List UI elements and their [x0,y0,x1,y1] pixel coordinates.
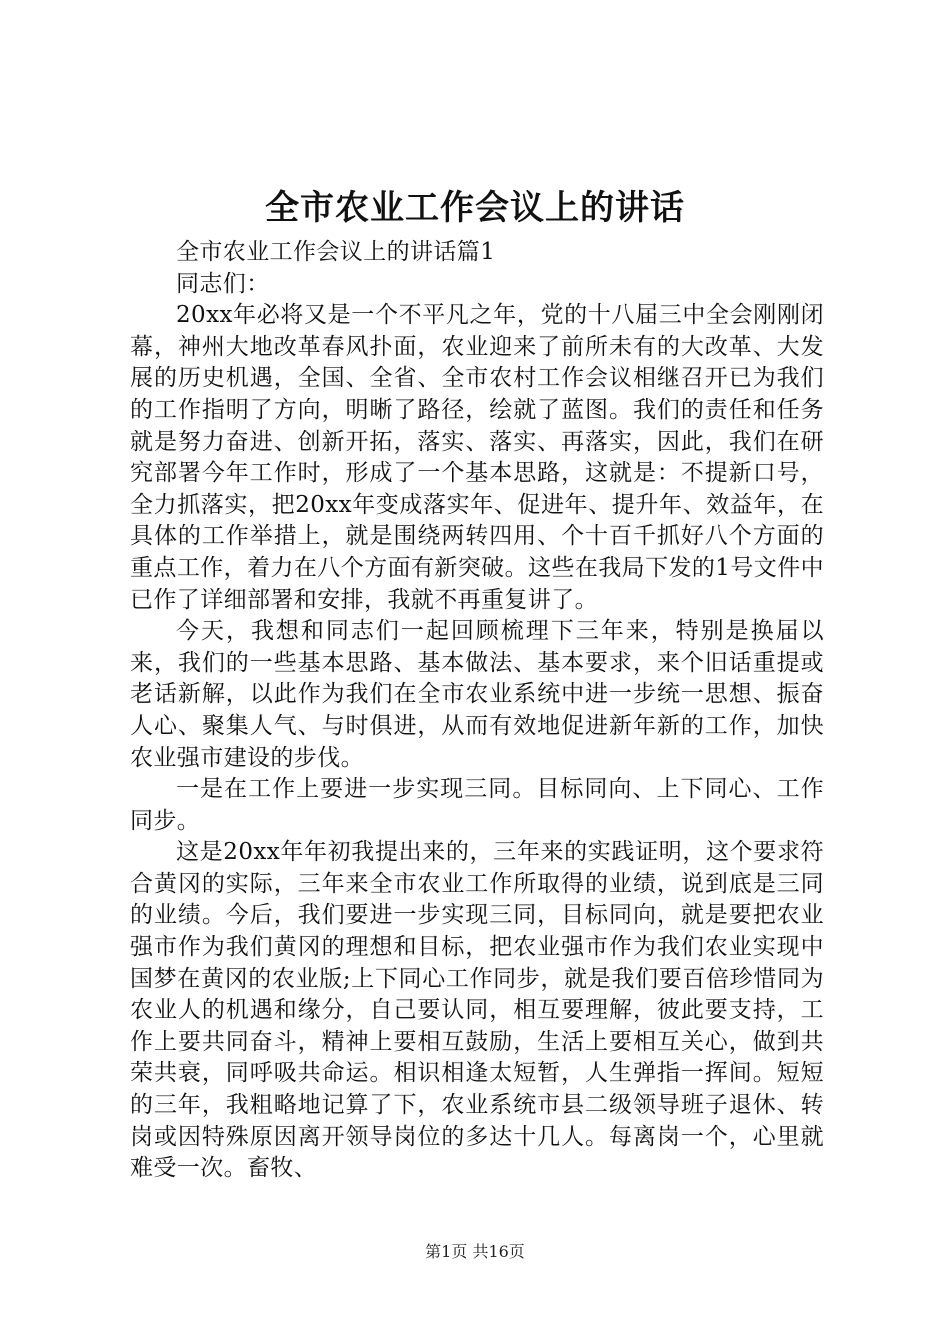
salutation-paragraph: 同志们： [176,270,270,297]
page-number-footer: 第1页 共16页 [425,1242,525,1261]
subtitle-paragraph: 全市农业工作会议上的讲话篇1 [176,239,496,265]
document-body [130,237,824,1185]
document-title: 全市农业工作会议上的讲话 [265,188,685,228]
body-paragraph: 20xx年必将又是一个不平凡之年，党的十八届三中全会刚刚闭幕，神州大地改革春风扑面，农业迎来了前所未有的大改革、大发展的历史机遇，全国、全省、全市农村工作会议相继召开已为我们的工作指明了方向，明晰了路径，绘就了蓝图。我们的责任和任务就是努力奋进、创新开拓，落实、落实、再落实，因此，我们在研究部署今年工作时，形成了一个基本思路，这就是：不提新口号，全力抓落实，把20xx年变成落实年、促进年、提升年、效益年，在具体的工作举措上，就是围绕两转四用、个十百千抓好八个方面的重点工作，着力在八个方面有新突破。这些在我局下发的1号文件中已作了详细部署和安排，我就不再重复讲了。 [130,302,824,613]
body-paragraph: 一是在工作上要进一步实现三同。目标同向、上下同心、工作同步。 [130,776,824,834]
body-paragraph: 今天，我想和同志们一起回顾梳理下三年来，特别是换届以来，我们的一些基本思路、基本做法、基本要求，来个旧话重提或老话新解，以此作为我们在全市农业系统中进一步统一思想、振奋人心、聚集人气、与时俱进，从而有效地促进新年新的工作，加快农业强市建设的步伐。 [130,618,824,771]
body-paragraph: 这是20xx年年初我提出来的，三年来的实践证明，这个要求符合黄冈的实际，三年来全市农业工作所取得的业绩，说到底是三同的业绩。今后，我们要进一步实现三同，目标同向，就是要把农业强市作为我们黄冈的理想和目标，把农业强市作为我们农业实现中国梦在黄冈的农业版;上下同心工作同步，就是我们要百倍珍惜同为农业人的机遇和缘分，自己要认同，相互要理解，彼此要支持，工作上要共同奋斗，精神上要相互鼓励，生活上要相互关心，做到共荣共衰，同呼吸共命运。相识相逢太短暂，人生弹指一挥间。短短的三年，我粗略地记算了下，农业系统市县二级领导班子退休、转岗或因特殊原因离开领导岗位的多达十几人。每离岗一个，心里就难受一次。畜牧、 [130,839,824,1182]
